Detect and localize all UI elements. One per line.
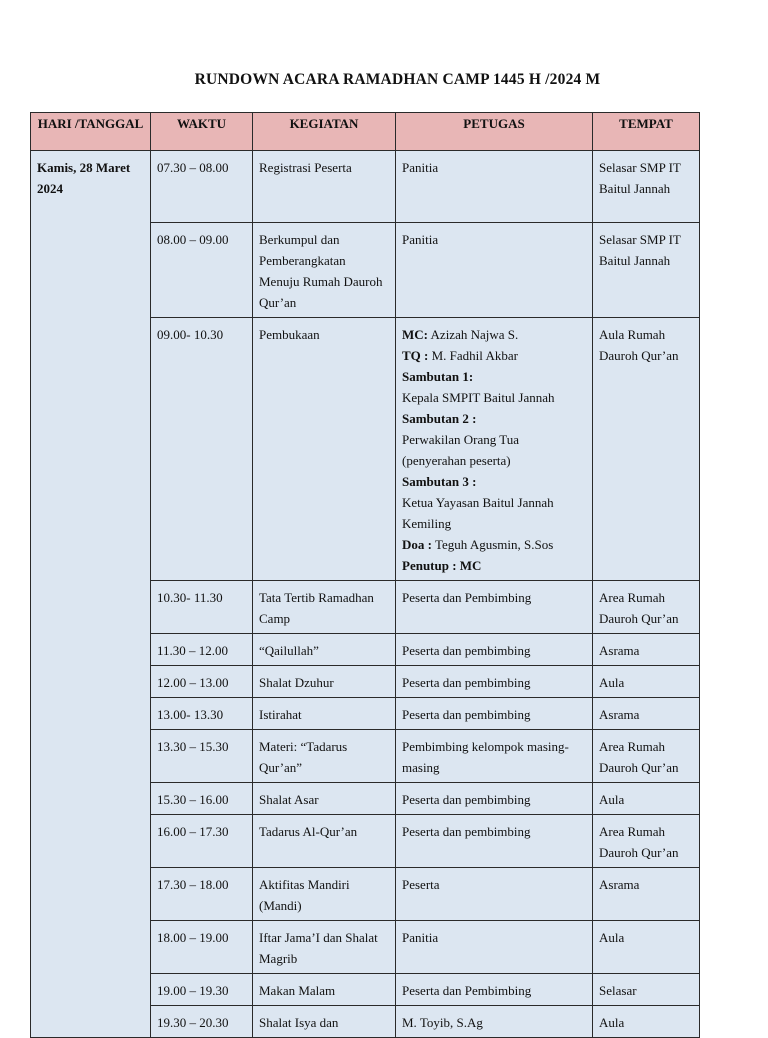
kegiatan-cell: Aktifitas Mandiri (Mandi) <box>253 868 396 921</box>
waktu-cell: 19.30 – 20.30 <box>151 1006 253 1038</box>
petugas-cell: Panitia <box>396 151 593 223</box>
petugas-cell: M. Toyib, S.Ag <box>396 1006 593 1038</box>
petugas-line: TQ : M. Fadhil Akbar <box>402 348 518 363</box>
petugas-line: Penutup : MC <box>402 558 482 573</box>
tempat-cell: Asrama <box>593 634 700 666</box>
kegiatan-cell: Istirahat <box>253 698 396 730</box>
waktu-cell: 10.30- 11.30 <box>151 581 253 634</box>
tempat-cell: Selasar SMP IT Baitul Jannah <box>593 223 700 318</box>
table-row <box>31 151 700 223</box>
waktu-cell: 19.00 – 19.30 <box>151 974 253 1006</box>
document-title: RUNDOWN ACARA RAMADHAN CAMP 1445 H /2024 M <box>194 71 601 88</box>
waktu-cell: 16.00 – 17.30 <box>151 815 253 868</box>
kegiatan-cell: “Qailullah” <box>253 634 396 666</box>
header-tempat: TEMPAT <box>593 113 700 151</box>
kegiatan-cell: Makan Malam <box>253 974 396 1006</box>
header-hari: HARI /TANGGAL <box>31 113 151 151</box>
tempat-cell: Aula <box>593 666 700 698</box>
waktu-cell: 09.00- 10.30 <box>151 318 253 581</box>
petugas-cell: Peserta dan pembimbing <box>396 666 593 698</box>
tempat-cell: Area Rumah Dauroh Qur’an <box>593 815 700 868</box>
waktu-cell: 11.30 – 12.00 <box>151 634 253 666</box>
waktu-cell: 17.30 – 18.00 <box>151 868 253 921</box>
petugas-cell: Panitia <box>396 921 593 974</box>
table-header-row <box>31 113 700 151</box>
petugas-line: Perwakilan Orang Tua <box>402 432 519 447</box>
petugas-cell: Peserta dan pembimbing <box>396 634 593 666</box>
petugas-line: MC: Azizah Najwa S. <box>402 327 519 342</box>
waktu-cell: 15.30 – 16.00 <box>151 783 253 815</box>
petugas-cell-opening <box>396 318 593 581</box>
petugas-cell: Panitia <box>396 223 593 318</box>
waktu-cell: 13.30 – 15.30 <box>151 730 253 783</box>
kegiatan-cell: Shalat Dzuhur <box>253 666 396 698</box>
tempat-cell: Aula <box>593 1006 700 1038</box>
tempat-cell: Asrama <box>593 698 700 730</box>
header-waktu: WAKTU <box>151 113 253 151</box>
petugas-cell: Peserta dan pembimbing <box>396 815 593 868</box>
kegiatan-cell: Iftar Jama’I dan Shalat Magrib <box>253 921 396 974</box>
petugas-cell: Peserta <box>396 868 593 921</box>
tempat-cell: Aula <box>593 921 700 974</box>
petugas-line: Ketua Yayasan Baitul Jannah Kemiling <box>402 495 554 531</box>
petugas-line: Sambutan 1: <box>402 369 474 384</box>
day-cell: Kamis, 28 Maret 2024 <box>31 151 151 1038</box>
tempat-cell: Area Rumah Dauroh Qur’an <box>593 581 700 634</box>
petugas-line: Kepala SMPIT Baitul Jannah <box>402 390 555 405</box>
petugas-cell: Peserta dan Pembimbing <box>396 581 593 634</box>
waktu-cell: 12.00 – 13.00 <box>151 666 253 698</box>
kegiatan-cell: Materi: “Tadarus Qur’an” <box>253 730 396 783</box>
kegiatan-cell: Berkumpul dan Pemberangkatan Menuju Rumah Dauroh Qur’an <box>253 223 396 318</box>
kegiatan-cell: Pembukaan <box>253 318 396 581</box>
kegiatan-cell: Registrasi Peserta <box>253 151 396 223</box>
tempat-cell: Aula <box>593 783 700 815</box>
waktu-cell: 08.00 – 09.00 <box>151 223 253 318</box>
petugas-cell: Pembimbing kelompok masing-masing <box>396 730 593 783</box>
tempat-cell: Asrama <box>593 868 700 921</box>
petugas-line: (penyerahan peserta) <box>402 453 511 468</box>
tempat-cell: Area Rumah Dauroh Qur’an <box>593 730 700 783</box>
petugas-line: Sambutan 3 : <box>402 474 477 489</box>
waktu-cell: 07.30 – 08.00 <box>151 151 253 223</box>
waktu-cell: 13.00- 13.30 <box>151 698 253 730</box>
petugas-line: Doa : Teguh Agusmin, S.Sos <box>402 537 554 552</box>
tempat-cell: Selasar <box>593 974 700 1006</box>
petugas-cell: Peserta dan Pembimbing <box>396 974 593 1006</box>
petugas-line: Sambutan 2 : <box>402 411 477 426</box>
kegiatan-cell: Tadarus Al-Qur’an <box>253 815 396 868</box>
petugas-cell: Peserta dan pembimbing <box>396 698 593 730</box>
kegiatan-cell: Shalat Asar <box>253 783 396 815</box>
petugas-cell: Peserta dan pembimbing <box>396 783 593 815</box>
rundown-table <box>30 112 700 1038</box>
waktu-cell: 18.00 – 19.00 <box>151 921 253 974</box>
tempat-cell: Selasar SMP IT Baitul Jannah <box>593 151 700 223</box>
header-petugas: PETUGAS <box>396 113 593 151</box>
kegiatan-cell: Tata Tertib Ramadhan Camp <box>253 581 396 634</box>
tempat-cell: Aula Rumah Dauroh Qur’an <box>593 318 700 581</box>
header-kegiatan: KEGIATAN <box>253 113 396 151</box>
kegiatan-cell: Shalat Isya dan <box>253 1006 396 1038</box>
